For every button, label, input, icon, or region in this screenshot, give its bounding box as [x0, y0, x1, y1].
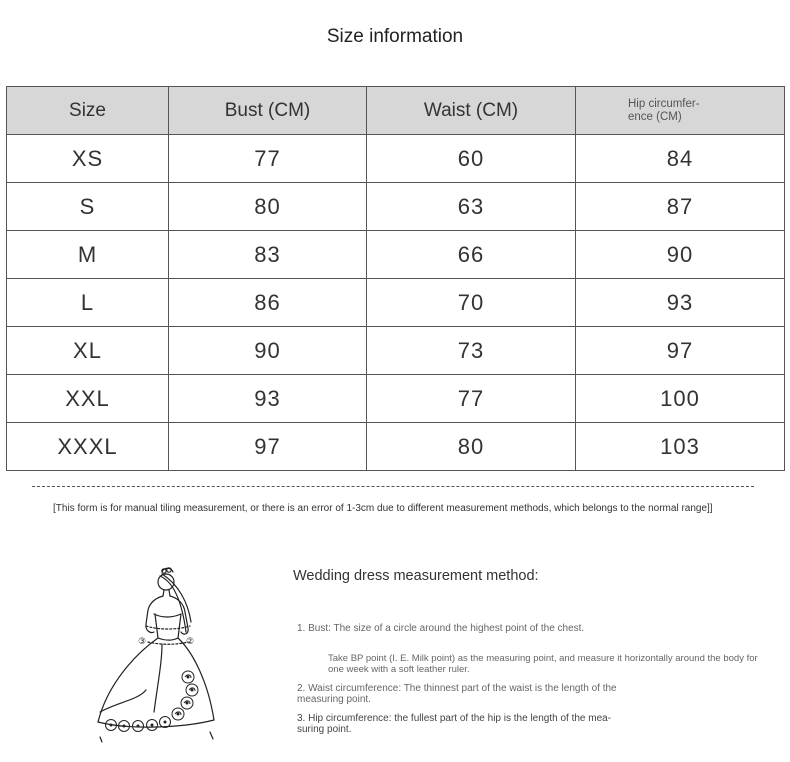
cell-waist: 80	[367, 423, 576, 471]
cell-waist: 73	[367, 327, 576, 375]
cell-waist: 63	[367, 183, 576, 231]
page-title: Size information	[326, 26, 464, 47]
cell-hip: 100	[576, 375, 785, 423]
cell-bust: 77	[169, 135, 367, 183]
cell-hip: 93	[576, 279, 785, 327]
header-size: Size	[7, 87, 169, 135]
marker-left: ③	[138, 637, 147, 647]
cell-waist: 66	[367, 231, 576, 279]
table-header-row	[7, 87, 785, 135]
cell-bust: 97	[169, 423, 367, 471]
header-hip-line2: ence (CM)	[628, 110, 682, 123]
cell-waist: 60	[367, 135, 576, 183]
cell-hip: 90	[576, 231, 785, 279]
cell-hip: 97	[576, 327, 785, 375]
cell-bust: 93	[169, 375, 367, 423]
cell-hip: 103	[576, 423, 785, 471]
header-waist: Waist (CM)	[367, 87, 576, 135]
cell-waist: 70	[367, 279, 576, 327]
cell-size: XXXL	[7, 423, 169, 471]
method-title: Wedding dress measurement method:	[293, 568, 539, 584]
cell-size: S	[7, 183, 169, 231]
cell-size: XXL	[7, 375, 169, 423]
table-row	[7, 183, 785, 231]
cell-bust: 80	[169, 183, 367, 231]
header-bust: Bust (CM)	[169, 87, 367, 135]
cell-waist: 77	[367, 375, 576, 423]
cell-hip: 87	[576, 183, 785, 231]
table-row	[7, 375, 785, 423]
method-waist: 2. Waist circumference: The thinnest part of the waist is the length of the measuring point.	[297, 683, 617, 705]
table-row	[7, 279, 785, 327]
method-bust-detail: Take BP point (I. E. Milk point) as the measuring point, and measure it horizontally around the body for one week with a soft leather ruler.	[328, 653, 758, 675]
header-hip-line1: Hip circumfer-	[628, 97, 700, 110]
table-row	[7, 231, 785, 279]
dashed-divider	[32, 486, 754, 487]
table-row	[7, 423, 785, 471]
method-hip: 3. Hip circumference: the fullest part of the hip is the length of the mea-suring point.	[297, 713, 612, 735]
method-bust: 1. Bust: The size of a circle around the highest point of the chest.	[297, 623, 585, 634]
wedding-dress-illustration	[78, 562, 228, 747]
cell-bust: 86	[169, 279, 367, 327]
cell-size: XL	[7, 327, 169, 375]
cell-bust: 90	[169, 327, 367, 375]
cell-size: L	[7, 279, 169, 327]
table-row	[7, 135, 785, 183]
cell-hip: 84	[576, 135, 785, 183]
table-row	[7, 327, 785, 375]
cell-size: XS	[7, 135, 169, 183]
cell-bust: 83	[169, 231, 367, 279]
cell-size: M	[7, 231, 169, 279]
measurement-note: [This form is for manual tiling measurement, or there is an error of 1-3cm due to different measurement methods, which belongs to the normal range]]	[53, 503, 713, 514]
size-table	[6, 86, 785, 471]
marker-right: ②	[186, 637, 195, 647]
header-hip	[576, 87, 785, 135]
